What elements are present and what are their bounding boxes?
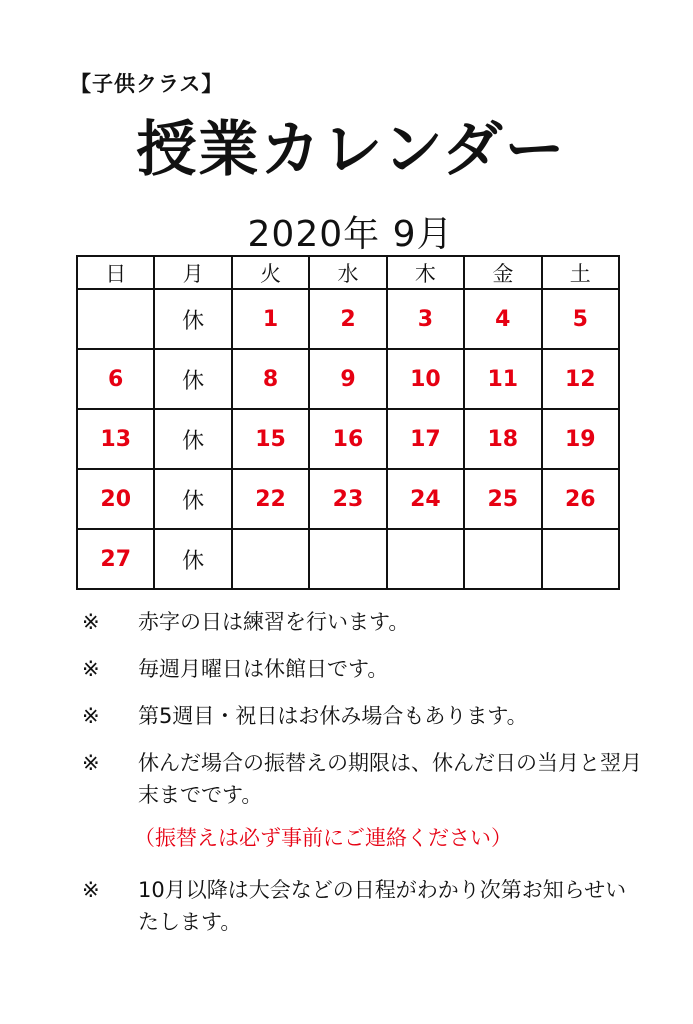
closed-cell: 休 — [154, 529, 231, 589]
weekday-mon: 月 — [154, 256, 231, 289]
day-cell: 6 — [77, 349, 154, 409]
note-item — [82, 747, 642, 811]
day-cell: 4 — [464, 289, 541, 349]
notes-section — [82, 606, 642, 953]
weekday-tue: 火 — [232, 256, 309, 289]
day-cell: 12 — [542, 349, 619, 409]
day-cell — [542, 529, 619, 589]
reference-mark: ※ — [82, 751, 100, 775]
closed-cell: 休 — [154, 409, 231, 469]
day-cell: 8 — [232, 349, 309, 409]
day-cell — [77, 289, 154, 349]
day-cell: 24 — [387, 469, 464, 529]
closed-cell: 休 — [154, 289, 231, 349]
note-item — [82, 700, 642, 732]
day-cell: 23 — [309, 469, 386, 529]
day-cell: 15 — [232, 409, 309, 469]
note-text: 休んだ場合の振替えの期限は、休んだ日の当月と翌月末までです。 — [138, 751, 642, 807]
day-cell: 18 — [464, 409, 541, 469]
reference-mark: ※ — [82, 878, 100, 902]
week-row — [77, 409, 619, 469]
reference-mark: ※ — [82, 704, 100, 728]
calendar-table — [76, 255, 620, 590]
reference-mark: ※ — [82, 657, 100, 681]
weekday-sat: 土 — [542, 256, 619, 289]
weekday-fri: 金 — [464, 256, 541, 289]
day-cell: 26 — [542, 469, 619, 529]
page-title: 授業カレンダー — [136, 115, 567, 185]
note-text: 毎週月曜日は休館日です。 — [138, 657, 389, 681]
day-cell: 5 — [542, 289, 619, 349]
note-item — [82, 653, 642, 685]
closed-cell: 休 — [154, 349, 231, 409]
day-cell: 1 — [232, 289, 309, 349]
week-row — [77, 469, 619, 529]
note-text: 10月以降は大会などの日程がわかり次第お知らせいたします。 — [138, 878, 627, 934]
subtitle: 【子供クラス】 — [70, 72, 224, 96]
day-cell: 27 — [77, 529, 154, 589]
day-cell: 19 — [542, 409, 619, 469]
month-heading: 2020年 9月 — [247, 214, 454, 255]
weekday-header-row — [77, 256, 619, 289]
day-cell: 9 — [309, 349, 386, 409]
weekday-sun: 日 — [77, 256, 154, 289]
day-cell — [387, 529, 464, 589]
day-cell: 17 — [387, 409, 464, 469]
day-cell: 3 — [387, 289, 464, 349]
day-cell: 2 — [309, 289, 386, 349]
day-cell: 13 — [77, 409, 154, 469]
closed-cell: 休 — [154, 469, 231, 529]
week-row — [77, 349, 619, 409]
day-cell — [309, 529, 386, 589]
note-text: 第5週目・祝日はお休み場合もあります。 — [138, 704, 528, 728]
week-row — [77, 529, 619, 589]
day-cell: 10 — [387, 349, 464, 409]
day-cell — [232, 529, 309, 589]
day-cell: 25 — [464, 469, 541, 529]
reference-mark: ※ — [82, 610, 100, 634]
day-cell: 16 — [309, 409, 386, 469]
weekday-wed: 水 — [309, 256, 386, 289]
day-cell: 11 — [464, 349, 541, 409]
transfer-reminder: （振替えは必ず事前にご連絡ください） — [134, 826, 512, 850]
week-row — [77, 289, 619, 349]
weekday-thu: 木 — [387, 256, 464, 289]
note-item — [82, 606, 642, 638]
note-text: 赤字の日は練習を行います。 — [138, 610, 410, 634]
day-cell: 20 — [77, 469, 154, 529]
day-cell: 22 — [232, 469, 309, 529]
note-item — [82, 874, 642, 938]
day-cell — [464, 529, 541, 589]
